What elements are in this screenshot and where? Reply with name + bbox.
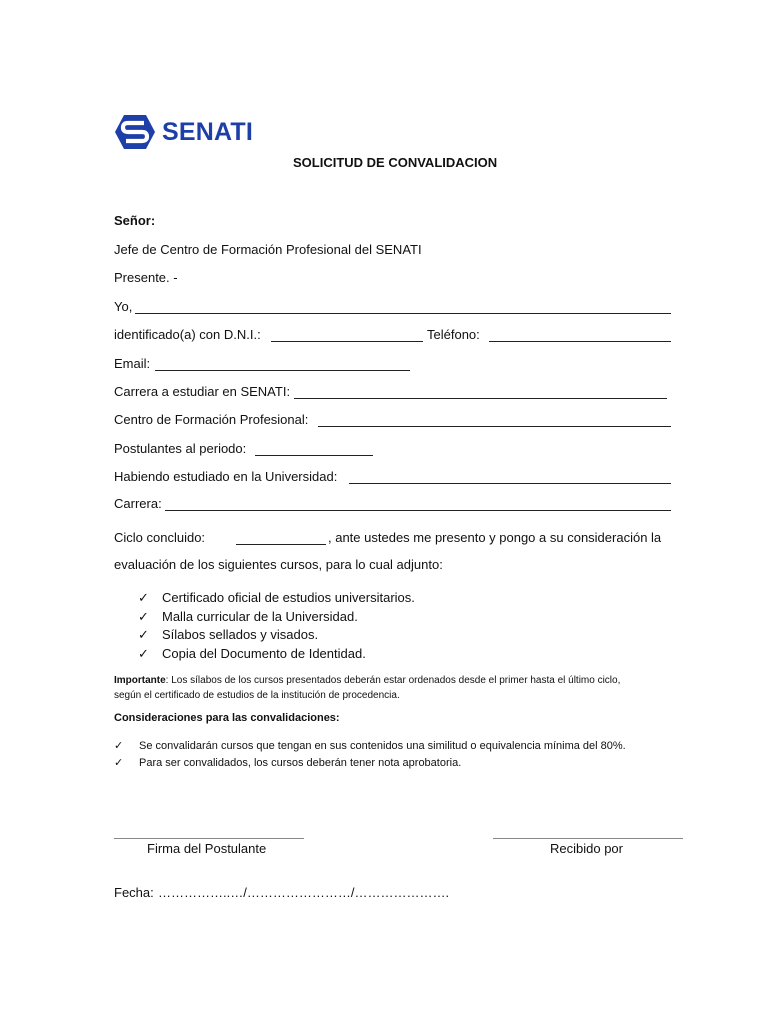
recipient: Jefe de Centro de Formación Profesional del SENATI (114, 242, 422, 257)
checkmark-icon: ✓ (138, 590, 149, 605)
considerations-heading: Consideraciones para las convalidaciones: (114, 712, 340, 724)
note-label: Importante (114, 675, 166, 686)
yo-label: Yo, (114, 299, 133, 314)
universidad-label: Habiendo estudiado en la Universidad: (114, 469, 338, 484)
ciclo-label: Ciclo concluido: (114, 530, 206, 545)
periodo-field[interactable] (255, 455, 373, 456)
attachment-label: Sílabos sellados y visados. (162, 627, 319, 643)
signature-line-left[interactable] (114, 838, 304, 839)
considerations-list (114, 738, 626, 772)
presente-text: Presente. - (114, 270, 178, 285)
attachment-label: Copia del Documento de Identidad. (162, 645, 366, 661)
checkmark-icon: ✓ (114, 757, 124, 769)
universidad-field[interactable] (349, 483, 671, 484)
list-item (138, 626, 415, 645)
attachments-list (138, 589, 415, 663)
note-text-2: según el certificado de estudios de la institución de procedencia. (114, 690, 400, 701)
consideration-text: Para ser convalidados, los cursos deberán tener nota aprobatoria. (139, 757, 462, 769)
important-note (114, 673, 674, 703)
list-item (114, 755, 626, 772)
carrera-senati-label: Carrera a estudiar en SENATI: (114, 384, 291, 399)
telefono-field[interactable] (489, 341, 671, 342)
carrera-field[interactable] (165, 510, 671, 511)
list-item (138, 608, 415, 627)
attachment-label: Certificado oficial de estudios universitarios. (162, 590, 415, 605)
salutation: Señor: (114, 213, 156, 228)
checkmark-icon: ✓ (114, 740, 124, 752)
centro-label: Centro de Formación Profesional: (114, 412, 309, 427)
consideration-text: Se convalidarán cursos que tengan en sus contenidos una similitud o equivalencia mínima del 80%. (139, 740, 626, 752)
signature-label-left: Firma del Postulante (147, 841, 267, 856)
centro-field[interactable] (318, 426, 671, 427)
ciclo-line2: evaluación de los siguientes cursos, para lo cual adjunto: (114, 557, 443, 572)
dni-label: identificado(a) con D.N.I.: (114, 327, 261, 342)
senati-s-hexagon-logo-icon (114, 114, 156, 150)
signature-label-right: Recibido por (550, 841, 623, 856)
fecha-field[interactable]: ……………..…/……………………/…………………. (158, 885, 450, 900)
list-item (138, 645, 415, 664)
dni-field[interactable] (271, 341, 423, 342)
note-text-1: : Los sílabos de los cursos presentados deberán estar ordenados desde el primer hasta el último ciclo, (165, 675, 621, 686)
document-title: SOLICITUD DE CONVALIDACION (293, 155, 498, 170)
signature-line-right[interactable] (493, 838, 683, 839)
checkmark-icon: ✓ (138, 645, 149, 661)
carrera-senati-field[interactable] (294, 398, 667, 399)
email-label: Email: (114, 356, 151, 371)
fecha-label: Fecha: (114, 885, 154, 900)
attachment-label: Malla curricular de la Universidad. (162, 608, 358, 624)
telefono-label: Teléfono: (427, 327, 480, 342)
email-field[interactable] (155, 370, 410, 371)
senati-logo (114, 112, 264, 152)
logo-text: SENATI (162, 117, 254, 146)
carrera-label: Carrera: (114, 496, 162, 511)
list-item (114, 738, 626, 755)
checkmark-icon: ✓ (138, 608, 149, 624)
yo-field[interactable] (135, 313, 671, 314)
ciclo-continuation: , ante ustedes me presento y pongo a su consideración la (328, 530, 662, 545)
periodo-label: Postulantes al periodo: (114, 441, 247, 456)
ciclo-field[interactable] (236, 544, 326, 545)
list-item (138, 589, 415, 608)
checkmark-icon: ✓ (138, 627, 149, 643)
